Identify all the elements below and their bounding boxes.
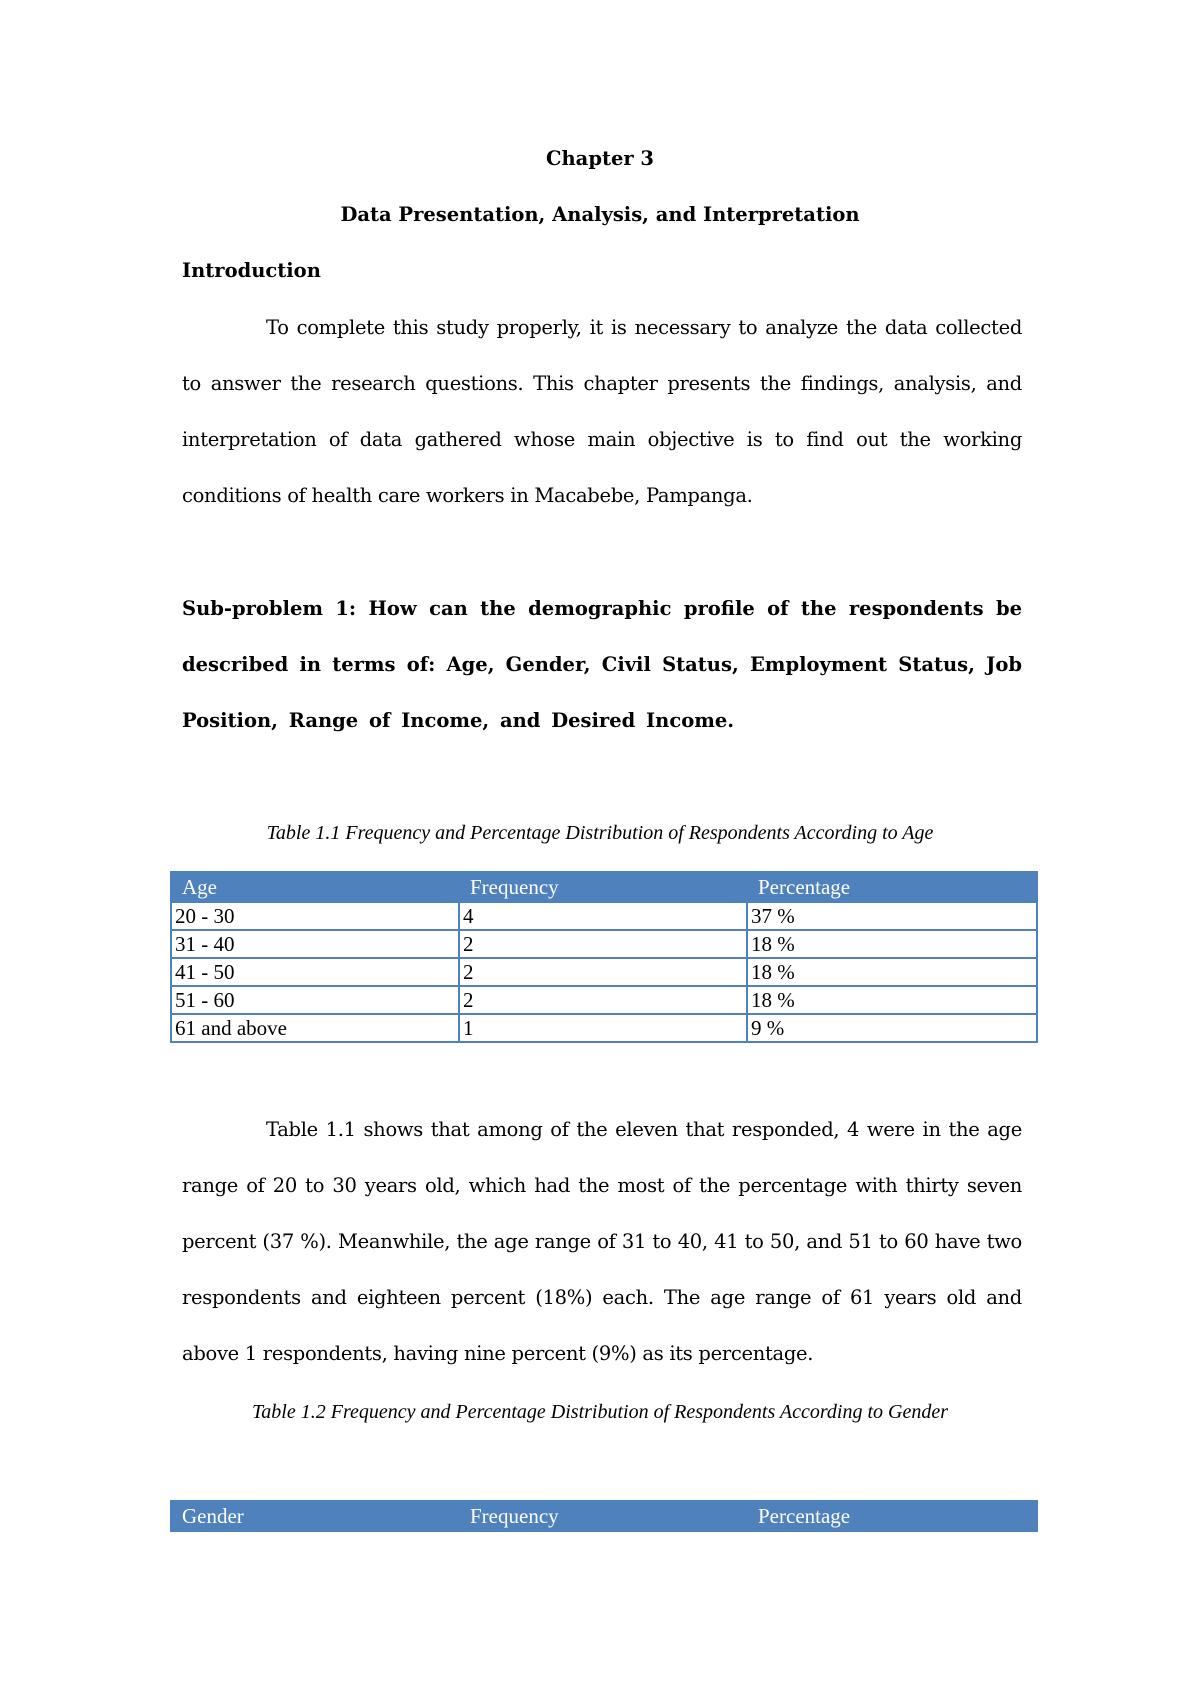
chapter-number: Chapter 3	[545, 147, 654, 170]
gender-table	[170, 1500, 1038, 1532]
intro-heading: Introduction	[182, 259, 321, 282]
header-percentage: Percentage	[747, 1501, 1037, 1531]
header-gender: Gender	[171, 1501, 459, 1531]
cell-frequency: 2	[459, 958, 747, 986]
chapter-title: Data Presentation, Analysis, and Interpretation	[340, 203, 860, 226]
table1-analysis-paragraph: Table 1.1 shows that among of the eleven that responded, 4 were in the age range of 20 to 30 years old, which had the most of the percentage with thirty seven percent (37 %). Meanwhile, the age range of 31 to 40, 41 to 50, and 51 to 60 have two respondents and eighteen percent (18%) each. The age range of 61 years old and above 1 respondents, having nine percent (9%) as its percentage.	[182, 1118, 1022, 1365]
header-age: Age	[171, 872, 459, 902]
table-row	[171, 958, 1037, 986]
subproblem-heading: Sub-problem 1: How can the demographic profile of the respondents be described in terms of: Age, Gender, Civil Status, Employment Status, Job Position, Range of Income, and Desired Income.	[182, 597, 1022, 732]
cell-age: 20 - 30	[171, 902, 459, 930]
header-frequency: Frequency	[459, 1501, 747, 1531]
table-row	[171, 902, 1037, 930]
cell-frequency: 4	[459, 902, 747, 930]
cell-percentage: 9 %	[747, 1014, 1037, 1042]
cell-frequency: 1	[459, 1014, 747, 1042]
table-header-row	[171, 1501, 1037, 1531]
cell-frequency: 2	[459, 930, 747, 958]
table-row	[171, 930, 1037, 958]
cell-age: 31 - 40	[171, 930, 459, 958]
table-row	[171, 986, 1037, 1014]
table-header-row	[171, 872, 1037, 902]
cell-percentage: 18 %	[747, 986, 1037, 1014]
table1-caption: Table 1.1 Frequency and Percentage Distribution of Respondents According to Age	[266, 822, 934, 844]
intro-paragraph: To complete this study properly, it is necessary to analyze the data collected to answer the research questions. This chapter presents the findings, analysis, and interpretation of data gathered whose main objective is to find out the working conditions of health care workers in Macabebe, Pampanga.	[182, 316, 1022, 507]
cell-percentage: 18 %	[747, 958, 1037, 986]
header-percentage: Percentage	[747, 872, 1037, 902]
cell-age: 41 - 50	[171, 958, 459, 986]
cell-age: 51 - 60	[171, 986, 459, 1014]
cell-frequency: 2	[459, 986, 747, 1014]
cell-percentage: 37 %	[747, 902, 1037, 930]
table2-caption: Table 1.2 Frequency and Percentage Distribution of Respondents According to Gender	[252, 1401, 948, 1423]
header-frequency: Frequency	[459, 872, 747, 902]
age-table	[170, 871, 1038, 1043]
table-row	[171, 1014, 1037, 1042]
cell-age: 61 and above	[171, 1014, 459, 1042]
cell-percentage: 18 %	[747, 930, 1037, 958]
